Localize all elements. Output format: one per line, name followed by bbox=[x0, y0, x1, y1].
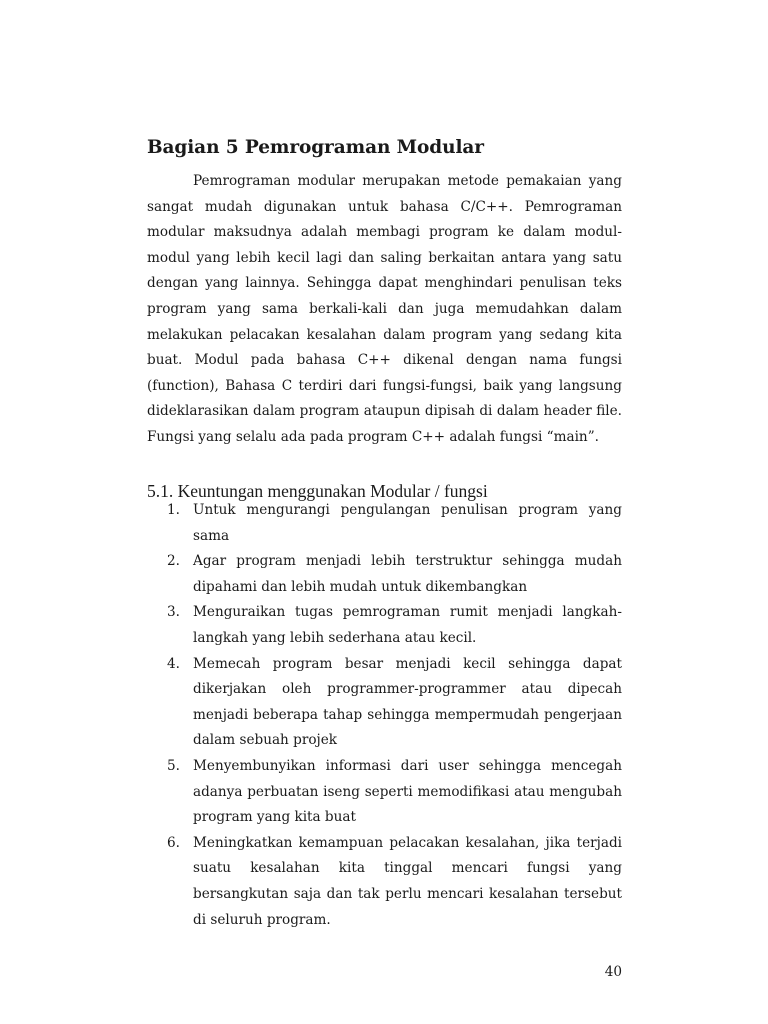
section-title: 5.1. Keuntungan menggunakan Modular / fungsi bbox=[147, 481, 488, 501]
item-text: Meningkatkan kemampuan pelacakan kesalahan, jika terjadi suatu kesalahan kita tinggal mencari fungsi yang bersangkutan saja dan tak perlu mencari kesalahan tersebut di seluruh program. bbox=[193, 834, 622, 928]
list-item bbox=[147, 831, 622, 933]
item-number: 3. bbox=[167, 604, 180, 621]
item-text: Menyembunyikan informasi dari user sehingga mencegah adanya perbuatan iseng seperti memodifikasi atau mengubah program yang kita buat bbox=[193, 757, 622, 826]
intro-paragraph: Pemrograman modular merupakan metode pemakaian yang sangat mudah digunakan untuk bahasa C/C++. Pemrograman modular maksudnya adalah membagi program ke dalam modul-modul yang lebih kecil lagi dan saling berkaitan antara yang satu dengan yang lainnya. Sehingga dapat menghindari penulisan teks program yang sama berkali-kali dan juga memudahkan dalam melakukan pelacakan kesalahan dalam program yang sedang kita buat. Modul pada bahasa C++ dikenal dengan nama fungsi (function), Bahasa C terdiri dari fungsi-fungsi, baik yang langsung dideklarasikan dalam program ataupun dipisah di dalam header file. Fungsi yang selalu ada pada program C++ adalah fungsi “main”. bbox=[147, 173, 622, 445]
list-item bbox=[147, 498, 622, 549]
chapter-title: Bagian 5 Pemrograman Modular bbox=[147, 137, 484, 158]
item-text: Memecah program besar menjadi kecil sehingga dapat dikerjakan oleh programmer-programmer atau dipecah menjadi beberapa tahap sehingga mempermudah pengerjaan dalam sebuah projek bbox=[193, 655, 622, 749]
item-text: Agar program menjadi lebih terstruktur sehingga mudah dipahami dan lebih mudah untuk dikembangkan bbox=[193, 553, 622, 595]
document-page bbox=[147, 0, 622, 1024]
list-item bbox=[147, 754, 622, 831]
item-number: 5. bbox=[167, 757, 180, 774]
list-item bbox=[147, 600, 622, 651]
list-item bbox=[147, 652, 622, 754]
item-number: 6. bbox=[167, 834, 180, 851]
item-text: Menguraikan tugas pemrograman rumit menjadi langkah-langkah yang lebih sederhana atau kecil. bbox=[193, 604, 622, 646]
item-number: 1. bbox=[167, 502, 180, 518]
page-number: 40 bbox=[604, 964, 622, 980]
list-item bbox=[147, 549, 622, 600]
item-number: 4. bbox=[167, 655, 180, 672]
item-number: 2. bbox=[167, 553, 180, 570]
benefits-list bbox=[147, 498, 622, 933]
item-text: Untuk mengurangi pengulangan penulisan program yang sama bbox=[193, 502, 622, 544]
